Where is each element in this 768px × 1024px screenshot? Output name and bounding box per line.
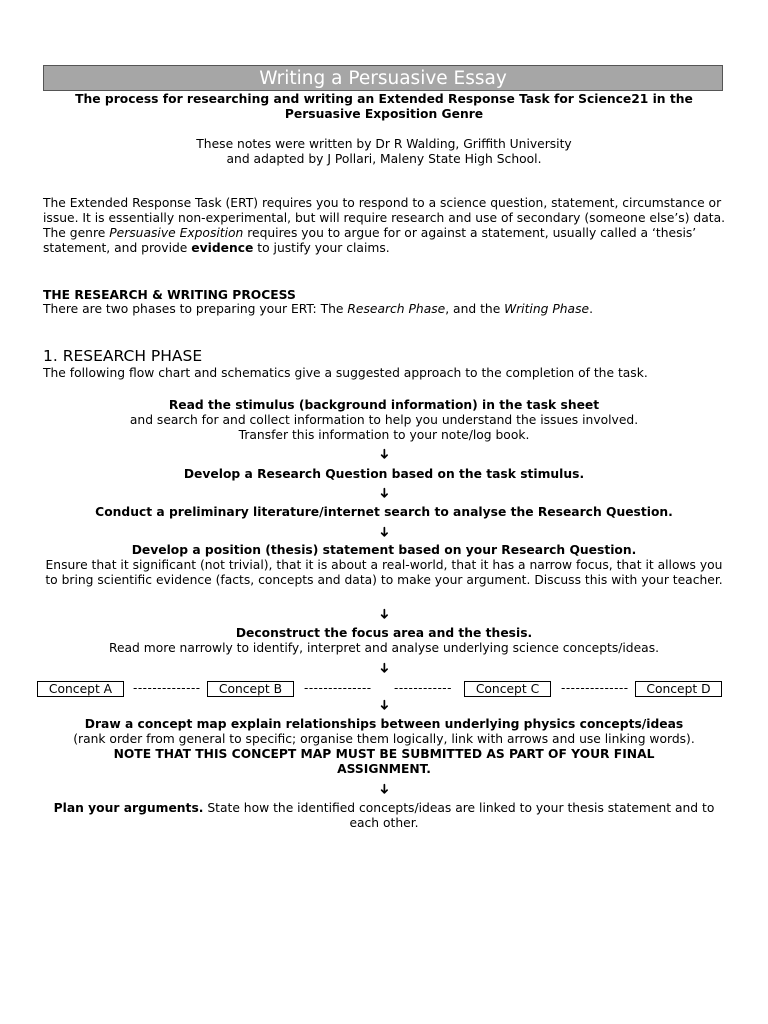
research-phase-heading: 1. RESEARCH PHASE xyxy=(43,347,203,365)
flow-step-literature-search: Conduct a preliminary literature/internet search to analyse the Research Question. xyxy=(95,505,673,519)
flow-step-title: Draw a concept map explain relationships between underlying physics concepts/ideas xyxy=(84,717,684,731)
intro-evidence: evidence xyxy=(191,241,254,255)
concept-link: ------------ xyxy=(394,681,452,695)
flow-step-title: Read the stimulus (background information) in the task sheet xyxy=(168,398,600,412)
flow-step-note: NOTE THAT THIS CONCEPT MAP MUST BE SUBMITTED AS PART OF YOUR FINAL ASSIGNMENT. xyxy=(113,747,655,776)
intro-paragraph xyxy=(43,196,725,256)
down-arrow-icon xyxy=(43,606,725,622)
concept-box: Concept C xyxy=(464,681,551,697)
credits xyxy=(43,137,725,167)
flow-step-title: Develop a position (thesis) statement based on your Research Question. xyxy=(131,543,637,557)
down-arrow-icon xyxy=(43,524,725,540)
intro-text: requires you to argue for or against a statement, usually called a ‘thesis’ statement, and provide xyxy=(43,226,697,255)
concept-link: -------------- xyxy=(133,681,201,695)
concepts-row xyxy=(36,681,726,698)
research-phase-term: Research Phase xyxy=(347,302,446,316)
intro-text: The Extended Response Task (ERT) requires you to respond to a science question, statement, circumstance or issue. It is essentially non-experimental, but will require research and use of secondary (someone else’s) data. The genre xyxy=(43,196,726,240)
process-text-part: . xyxy=(589,302,593,316)
flow-step-text: Transfer this information to your note/log book. xyxy=(238,428,530,442)
process-text xyxy=(43,302,725,317)
concept-box: Concept A xyxy=(37,681,124,697)
flow-step-text: (rank order from general to specific; organise them logically, link with arrows and use linking words). xyxy=(73,732,695,746)
intro-text: to justify your claims. xyxy=(253,241,390,255)
flow-step-text: and search for and collect information to help you understand the issues involved. xyxy=(129,413,639,427)
flow-step-text: State how the identified concepts/ideas are linked to your thesis statement and to each other. xyxy=(203,801,715,830)
flow-step-title: Deconstruct the focus area and the thesis. xyxy=(235,626,533,640)
credit-line: These notes were written by Dr R Walding, Griffith University xyxy=(196,137,572,151)
concept-link: -------------- xyxy=(304,681,372,695)
process-text-part: There are two phases to preparing your ERT: The xyxy=(43,302,348,316)
arrow-glyph: ➜ xyxy=(375,608,392,620)
arrow-glyph: ➜ xyxy=(375,783,392,795)
arrow-glyph: ➜ xyxy=(375,662,392,674)
down-arrow-icon xyxy=(43,781,725,797)
arrow-glyph: ➜ xyxy=(375,699,392,711)
concept-box: Concept D xyxy=(635,681,722,697)
process-text-part: , and the xyxy=(445,302,505,316)
process-heading: THE RESEARCH & WRITING PROCESS xyxy=(43,288,296,302)
document-title: Writing a Persuasive Essay xyxy=(43,65,723,91)
down-arrow-icon xyxy=(43,697,725,713)
intro-genre: Persuasive Exposition xyxy=(109,226,244,240)
arrow-glyph: ➜ xyxy=(375,526,392,538)
arrow-glyph: ➜ xyxy=(375,448,392,460)
document-subtitle: The process for researching and writing an Extended Response Task for Science21 in the Persuasive Exposition Genre xyxy=(75,92,693,121)
credit-line: and adapted by J Pollari, Maleny State High School. xyxy=(226,152,542,166)
flow-step-plan-arguments xyxy=(43,801,725,831)
down-arrow-icon xyxy=(43,446,725,462)
flow-step-stimulus xyxy=(43,398,725,443)
flow-step-text: Ensure that it significant (not trivial), that it is about a real-world, that it has a narrow focus, that it allows you to bring scientific evidence (facts, concepts and data) to make your argument. Discuss this with your teacher. xyxy=(45,558,723,587)
flow-step-thesis xyxy=(43,543,725,588)
concept-link: -------------- xyxy=(561,681,629,695)
concept-box: Concept B xyxy=(207,681,294,697)
flow-step-text: Read more narrowly to identify, interpret and analyse underlying science concepts/ideas. xyxy=(108,641,660,655)
down-arrow-icon xyxy=(43,660,725,676)
writing-phase-term: Writing Phase xyxy=(504,302,590,316)
down-arrow-icon xyxy=(43,485,725,501)
flow-step-title: Plan your arguments. xyxy=(53,801,204,815)
flow-step-research-question: Develop a Research Question based on the task stimulus. xyxy=(183,467,585,481)
flow-step-concept-map xyxy=(43,717,725,777)
arrow-glyph: ➜ xyxy=(375,487,392,499)
research-phase-intro: The following flow chart and schematics give a suggested approach to the completion of the task. xyxy=(43,366,648,380)
flow-step-deconstruct xyxy=(43,626,725,656)
